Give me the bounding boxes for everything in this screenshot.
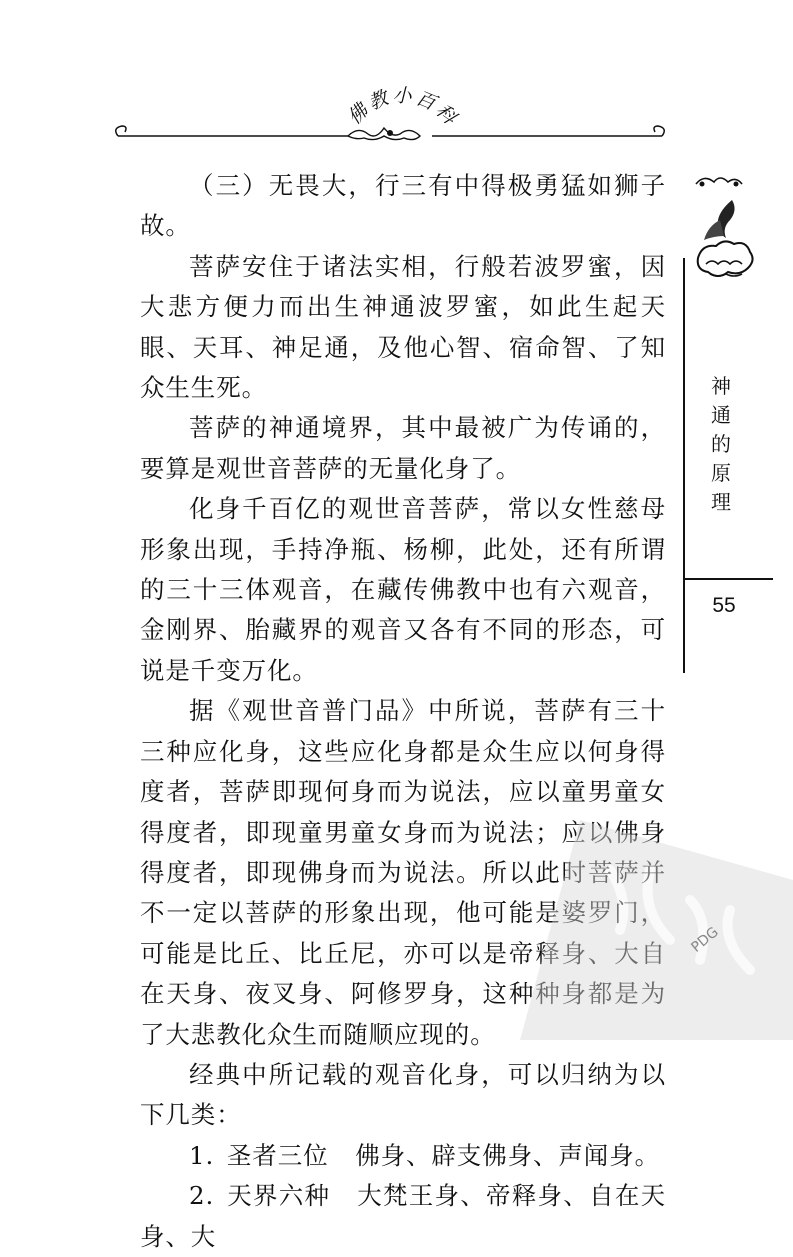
body-text <box>140 166 666 1257</box>
header-title-char: 小 <box>392 85 412 107</box>
header-title-char: 百 <box>412 86 439 115</box>
list-item <box>140 1136 666 1176</box>
list-term: 圣者三位 <box>226 1140 329 1170</box>
list-text: 大梵王身、帝释身、自在天身、大 <box>140 1181 666 1251</box>
margin-vertical-rule <box>683 258 685 673</box>
watermark-label: PDG <box>688 924 722 956</box>
header-title-char: 佛 <box>343 99 373 126</box>
section-title-char: 理 <box>711 490 731 514</box>
paragraph: 经典中所记载的观音化身，可以归纳为以下几类： <box>140 1059 666 1130</box>
lotus-hand-emblem <box>692 172 762 290</box>
header-title-char: 教 <box>365 86 392 115</box>
header-ornament-rule <box>112 118 668 148</box>
section-title-vertical <box>706 372 736 517</box>
section-title-char: 原 <box>711 461 731 485</box>
section-title-char: 的 <box>711 432 731 456</box>
paragraph: 菩萨安住于诸法实相，行般若波罗蜜，因大悲方便力而出生神通波罗蜜，如此生起天眼、天耳、神足通，及他心智、宿命智、了知众生生死。 <box>140 251 666 403</box>
margin-horizontal-rule <box>683 578 773 580</box>
list-item <box>140 1176 666 1257</box>
list-number: 1. <box>189 1140 215 1170</box>
list-term: 天界六种 <box>227 1181 331 1211</box>
paragraph: 化身千百亿的观世音菩萨，常以女性慈母形象出现，手持净瓶、杨柳，此处，还有所谓的三十三体观音，在藏传佛教中也有六观音，金刚界、胎藏界的观音又各有不同的形态，可说是千变万化。 <box>140 494 666 685</box>
library-watermark-stamp <box>520 800 793 1040</box>
list-text: 佛身、辟支佛身、声闻身。 <box>355 1140 661 1170</box>
page-number: 55 <box>712 594 736 617</box>
paragraph: 据《观世音普门品》中所说，菩萨有三十三种应化身，这些应化身都是众生应以何身得度者，菩萨即现何身而为说法，应以童男童女得度者，即现童男童女身而为说法；应以佛身得度者，即现佛身而为说法。所以此时菩萨并不一定以菩萨的形象出现，他可能是婆罗门，可能是比丘、比丘尼，亦可以是帝释身、大自在天身、夜叉身、阿修罗身，这种种身都是为了大悲教化众生而随顺应现的。 <box>140 696 666 1049</box>
paragraph: 菩萨的神通境界，其中最被广为传诵的，要算是观世音菩萨的无量化身了。 <box>140 413 666 483</box>
section-title-char: 通 <box>711 403 731 427</box>
paragraph: （三）无畏大，行三有中得极勇猛如狮子故。 <box>140 171 666 241</box>
section-title-char: 神 <box>711 374 731 398</box>
list-number: 2. <box>189 1181 215 1211</box>
header-title-char: 科 <box>431 99 461 126</box>
